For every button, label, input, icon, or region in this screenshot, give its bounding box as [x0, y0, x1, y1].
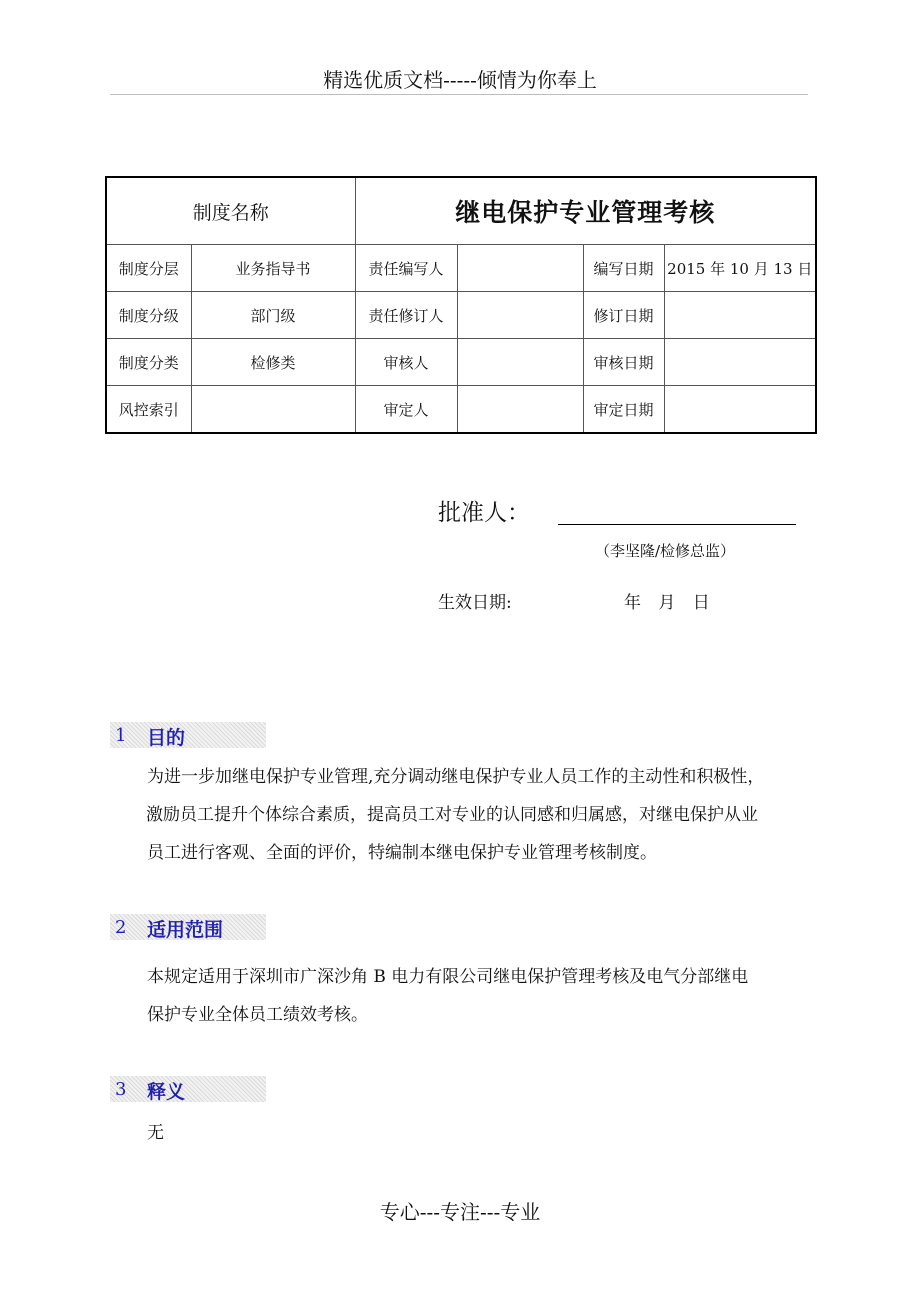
- approver-note: （李坚隆/检修总监）: [595, 542, 736, 560]
- effective-date-label: 生效日期:: [438, 593, 512, 613]
- policy-info-table: [105, 176, 817, 434]
- table-cell: 业务指导书: [191, 245, 355, 292]
- table-cell: 审定日期: [583, 386, 664, 434]
- effective-date-value: 年 月 日: [624, 593, 710, 613]
- paragraph-line: 为进一步加继电保护专业管理,充分调动继电保护专业人员工作的主动性和积极性，: [147, 767, 765, 787]
- approver-label: 批准人：: [438, 500, 530, 526]
- header-rule: [110, 94, 808, 95]
- table-cell: 责任修订人: [355, 292, 457, 339]
- table-cell: 编写日期: [583, 245, 664, 292]
- policy-name-label: 制度名称: [106, 177, 355, 245]
- section-number: 2: [115, 917, 127, 938]
- table-cell: 责任编写人: [355, 245, 457, 292]
- scope-paragraph: [147, 958, 827, 1034]
- section-heading-purpose: [110, 722, 266, 748]
- table-cell: 检修类: [191, 339, 355, 386]
- table-title-row: [106, 177, 816, 245]
- table-cell: 审核日期: [583, 339, 664, 386]
- paragraph-line: 员工进行客观、全面的评价，特编制本继电保护专业管理考核制度。: [147, 843, 657, 863]
- table-cell: [664, 292, 816, 339]
- section-heading-definitions: [110, 1076, 266, 1102]
- paragraph-line: 保护专业全体员工绩效考核。: [147, 1005, 368, 1025]
- table-cell: [664, 386, 816, 434]
- table-cell: [457, 339, 583, 386]
- table-cell: 制度分层: [106, 245, 191, 292]
- table-cell: 制度分类: [106, 339, 191, 386]
- table-cell: 审定人: [355, 386, 457, 434]
- table-cell: [191, 386, 355, 434]
- table-cell: 审核人: [355, 339, 457, 386]
- table-cell: 制度分级: [106, 292, 191, 339]
- section-heading-scope: [110, 914, 266, 940]
- table-row: [106, 386, 816, 434]
- table-row: [106, 339, 816, 386]
- table-cell: [457, 245, 583, 292]
- table-cell: [457, 292, 583, 339]
- table-row: [106, 292, 816, 339]
- paragraph-line: 本规定适用于深圳市广深沙角 B 电力有限公司继电保护管理考核及电气分部继电: [147, 967, 749, 987]
- definitions-paragraph: 无: [147, 1123, 164, 1143]
- table-cell: 2015 年 10 月 13 日: [664, 245, 816, 292]
- table-cell: 风控索引: [106, 386, 191, 434]
- table-cell: [664, 339, 816, 386]
- table-cell: 修订日期: [583, 292, 664, 339]
- table-cell: 部门级: [191, 292, 355, 339]
- paragraph-line: 激励员工提升个体综合素质，提高员工对专业的认同感和归属感，对继电保护从业: [146, 805, 758, 825]
- page-footer: 专心---专注---专业: [379, 1200, 541, 1224]
- page-header: 精选优质文档-----倾情为你奉上: [323, 68, 597, 92]
- purpose-paragraph: [147, 758, 827, 872]
- section-title: 目的: [147, 727, 186, 749]
- table-row: [106, 245, 816, 292]
- signature-line: [558, 524, 796, 525]
- section-title: 适用范围: [147, 919, 224, 941]
- section-number: 1: [115, 725, 127, 746]
- section-title: 释义: [147, 1081, 186, 1103]
- section-number: 3: [115, 1079, 127, 1100]
- table-cell: [457, 386, 583, 434]
- policy-title: 继电保护专业管理考核: [355, 177, 816, 245]
